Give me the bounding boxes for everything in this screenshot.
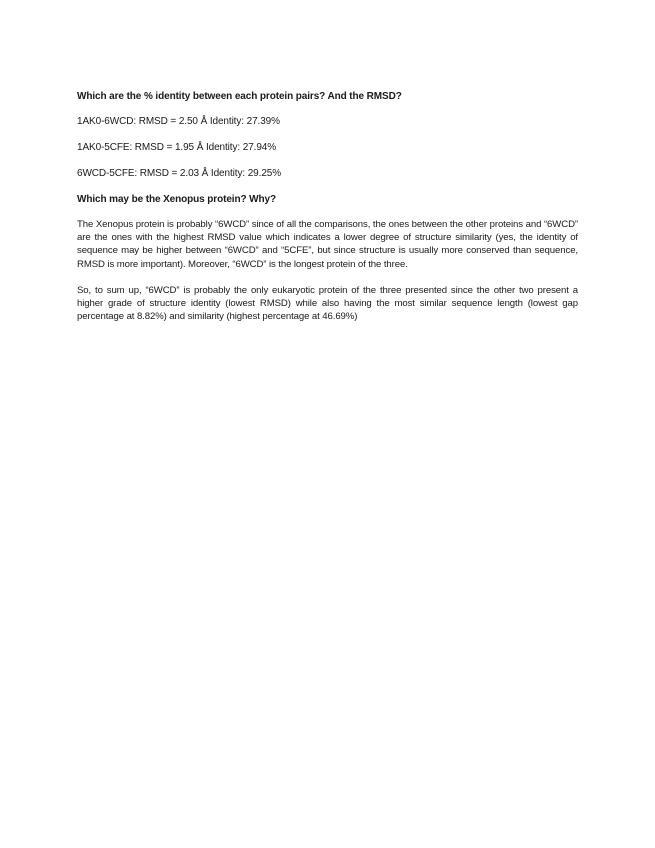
result-1ak0-6wcd: 1AK0-6WCD: RMSD = 2.50 Å Identity: 27.39% — [77, 116, 280, 127]
answer-paragraph-2: So, to sum up, “6WCD” is probably the only eukaryotic protein of the three presented since the other two present a higher grade of structure identity (lowest RMSD) while also having the most similar sequence length (lowest gap percentage at 8.82%) and similarity (highest percentage at 46.69%) — [77, 284, 578, 323]
answer-paragraph-1: The Xenopus protein is probably “6WCD” since of all the comparisons, the ones between the other proteins and “6WCD” are the ones with the highest RMSD value which indicates a lower degree of structure similarity (yes, the identity of sequence may be higher between “6WCD” and “5CFE”, but since structure is usually more conserved than sequence, RMSD is more important). Moreover, “6WCD” is the longest protein of the three. — [77, 219, 578, 270]
document-page — [77, 90, 578, 336]
question-rmsd-identity: Which are the % identity between each protein pairs? And the RMSD? — [77, 91, 402, 102]
question-xenopus: Which may be the Xenopus protein? Why? — [77, 194, 276, 205]
result-6wcd-5cfe: 6WCD-5CFE: RMSD = 2.03 Å Identity: 29.25% — [77, 168, 282, 179]
result-1ak0-5cfe: 1AK0-5CFE: RMSD = 1.95 Å Identity: 27.94% — [77, 142, 277, 153]
